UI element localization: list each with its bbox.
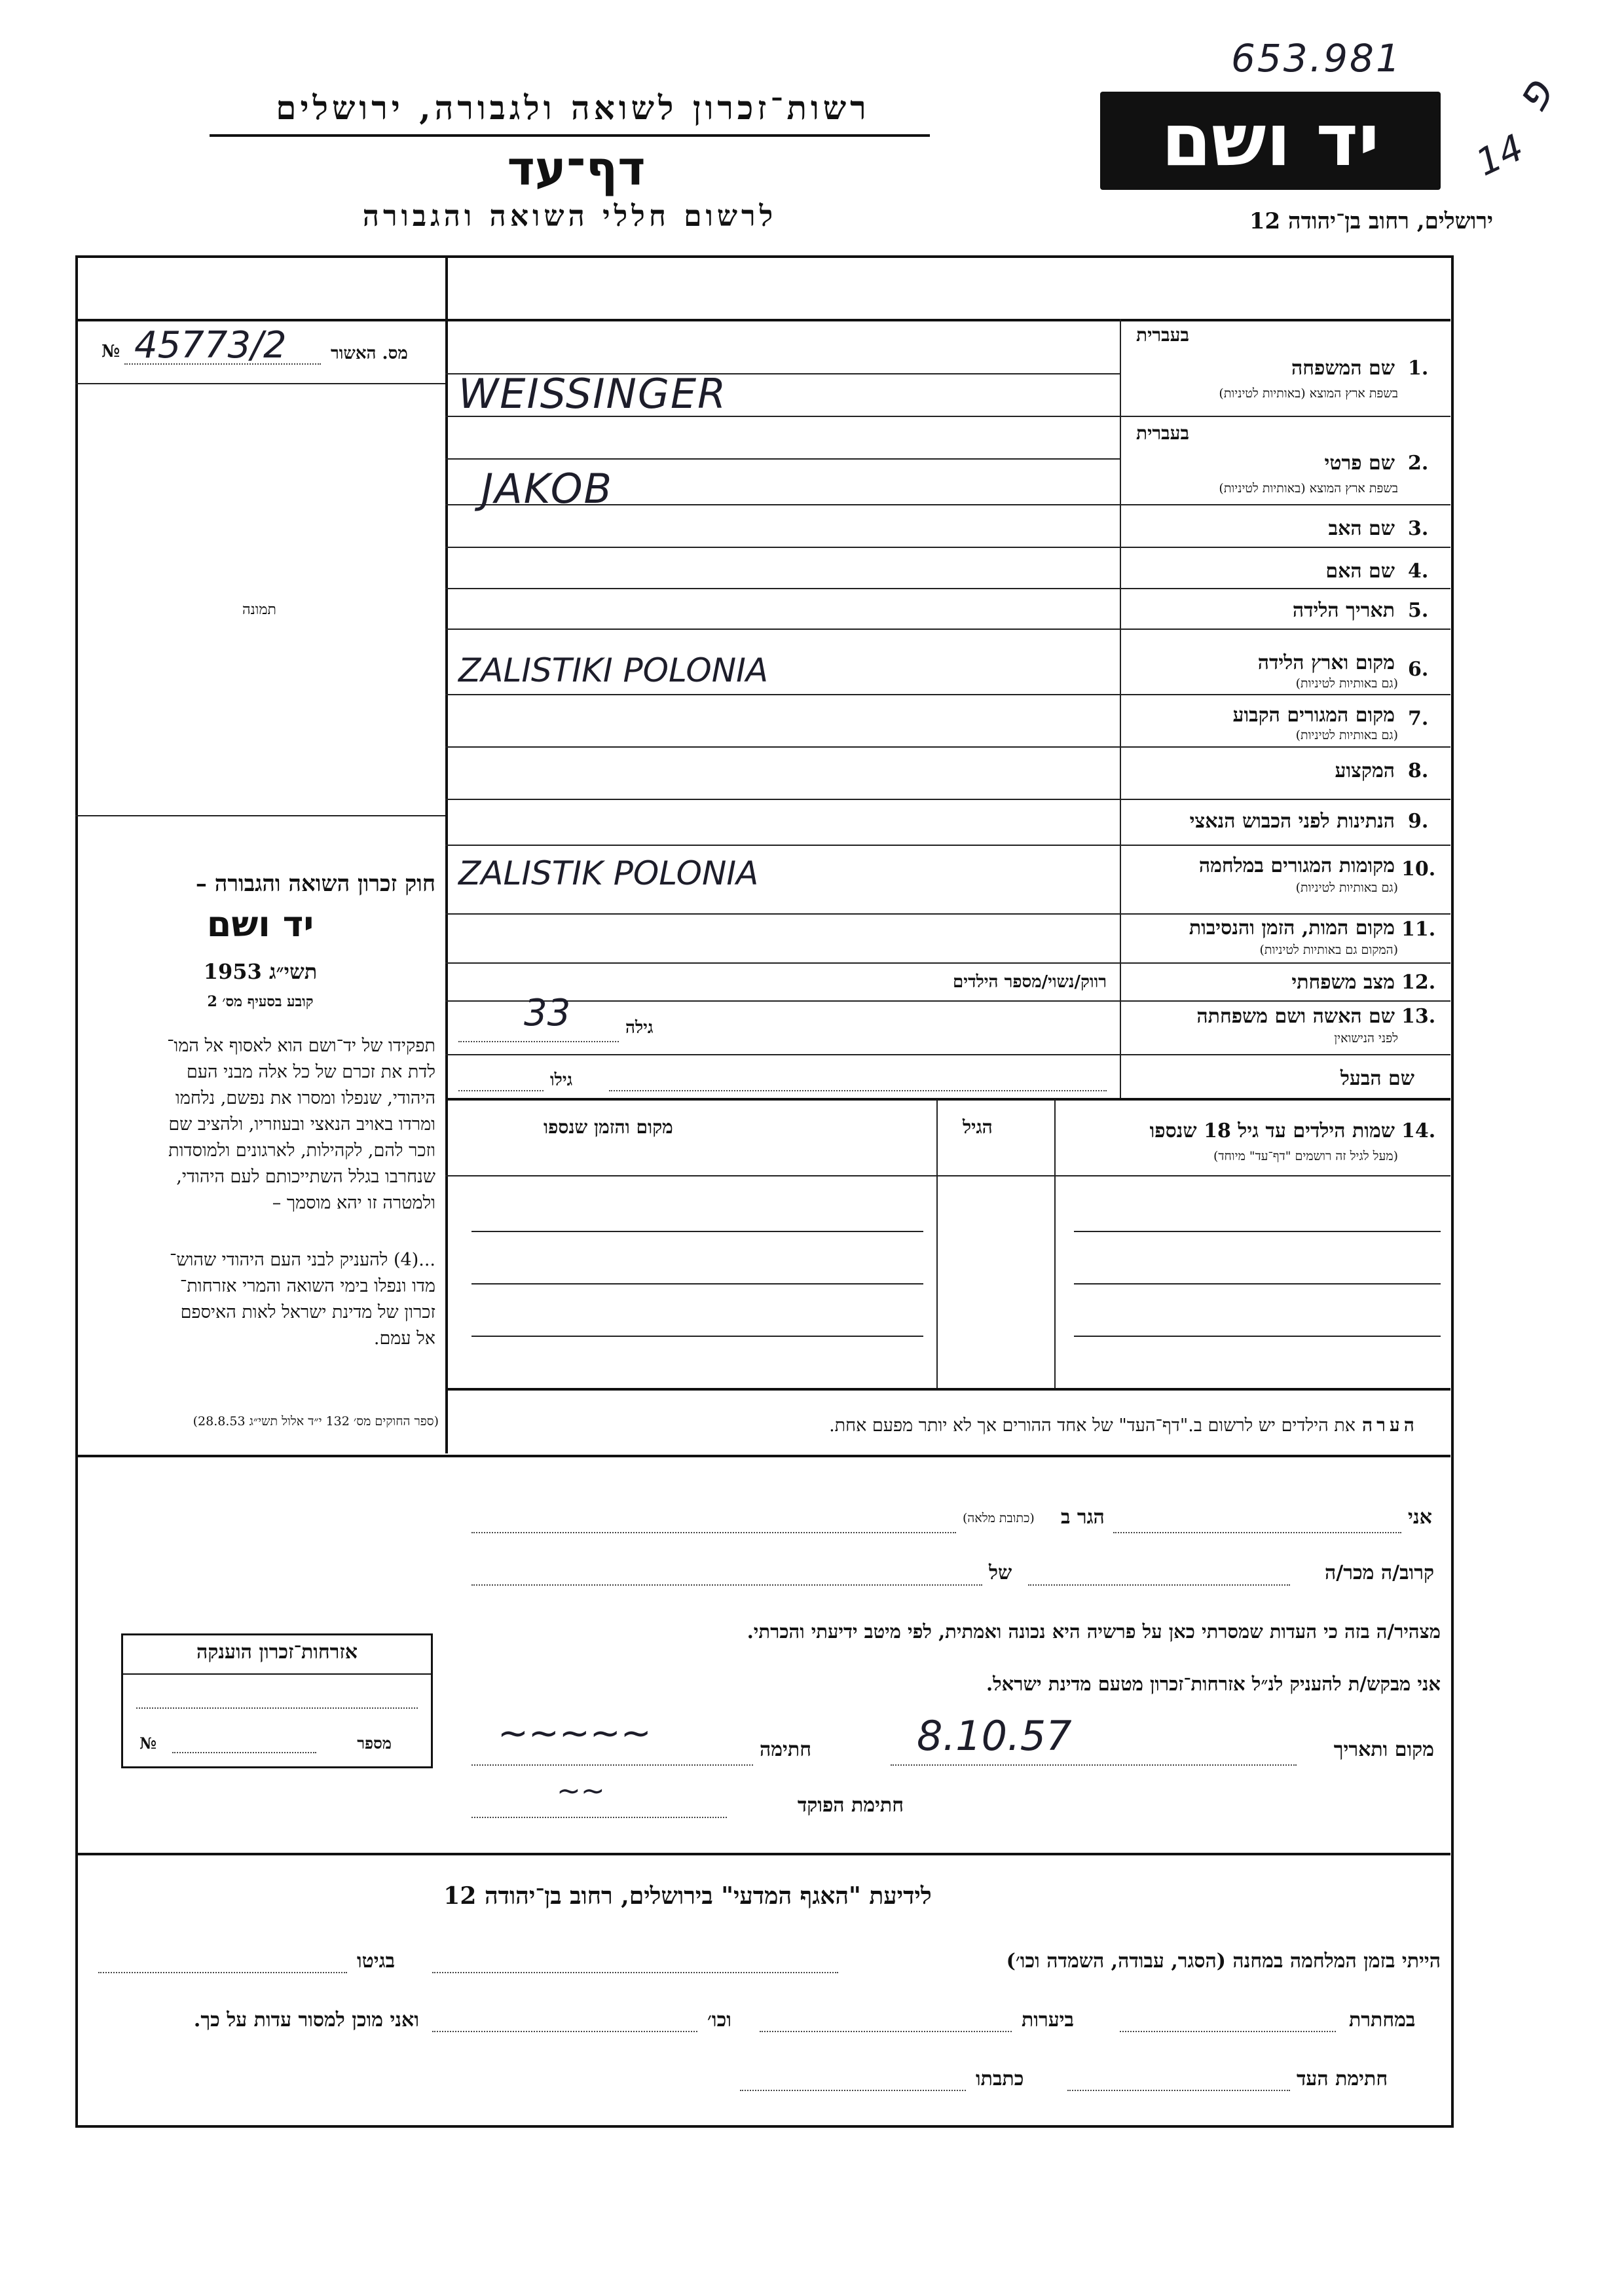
children-row-line <box>1074 1336 1441 1337</box>
husband-name-line <box>609 1090 1107 1091</box>
row-line <box>445 962 1450 964</box>
field-10-residence-latin[interactable]: ZALISTIK POLONIA <box>458 854 759 892</box>
yad-vashem-logo <box>1100 92 1441 190</box>
field-14-sub: (מעל לגיל זה רושמים "דף־עד" מיוחד) <box>1213 1149 1398 1163</box>
law-line: שנחרבו בגלל השתייכותם לעם היהודי, <box>176 1167 435 1187</box>
law-citation: (ספר החוקים מס׳ 132 י״ד אלול תשי״ג 28.8.53) <box>193 1414 439 1429</box>
citizenship-no-mark: № <box>139 1734 157 1753</box>
field-13-label: שם האשה ושם משפחתה <box>1196 1005 1395 1028</box>
children-table-bottom <box>445 1388 1450 1391</box>
resident-label: הגר ב <box>1061 1506 1105 1529</box>
field-8-label: המקצוע <box>1335 759 1395 782</box>
field-10-sub: (גם באותיות לטיניות) <box>1295 881 1398 895</box>
law-line: תפקידו של יד־ושם הוא לאסוף אל המו־ <box>167 1036 435 1056</box>
children-row-line <box>1074 1231 1441 1232</box>
inspector-label: חתימת הפוקד <box>797 1794 904 1817</box>
field-11-sub: (המקום גם באותיות לטיניות) <box>1259 943 1398 957</box>
children-col-divider <box>936 1100 938 1388</box>
field-3-number: 3. <box>1408 517 1429 540</box>
children-header-line <box>445 1175 1450 1176</box>
row-line <box>445 799 1450 800</box>
field-13-sub: לפני הנישואין <box>1334 1031 1398 1046</box>
field-2-firstname-latin[interactable]: JAKOB <box>481 465 614 513</box>
field-14-number: 14. <box>1401 1120 1436 1142</box>
field-14-label: שמות הילדים עד גיל 18 שנספו <box>1149 1120 1395 1142</box>
corner-note: 14 <box>1469 126 1530 185</box>
forests-label: ביערות <box>1022 2009 1075 2032</box>
field-11-number: 11. <box>1401 918 1436 941</box>
husband-label: שם הבעל <box>1340 1067 1414 1090</box>
address-line <box>471 1532 956 1533</box>
intelligence-title: לידיעת "האגף המדעי" בירושלים, רחוב בן־יהודה 12 <box>443 1882 932 1910</box>
camp-line <box>432 1972 838 1973</box>
field-12-number: 12. <box>1401 971 1436 994</box>
i-label: אני <box>1408 1506 1432 1529</box>
children-row-line <box>471 1231 923 1232</box>
field-12-label: מצב משפחתי <box>1291 971 1395 994</box>
file-number: 653.981 <box>1231 36 1402 81</box>
law-line: אל עמם. <box>373 1328 435 1349</box>
law-line: ולמטרה זו יהא מוסמך – <box>272 1193 435 1213</box>
left-column-divider <box>445 255 448 1453</box>
approval-label: מס. האשור <box>331 344 408 363</box>
inspector-line <box>471 1817 727 1818</box>
row-line <box>445 913 1450 915</box>
field-10-number: 10. <box>1401 858 1436 881</box>
etc-line <box>432 2031 697 2032</box>
signature-label: חתימה <box>760 1738 811 1761</box>
signature-line <box>471 1764 753 1766</box>
place-date-value[interactable]: 8.10.57 <box>917 1712 1072 1760</box>
row-line <box>445 746 1450 748</box>
form-subtitle: לרשום חללי השואה והגבורה <box>362 200 777 233</box>
inspector-signature: ~~ <box>557 1774 605 1808</box>
field-6-birthplace-latin[interactable]: ZALISTIKI POLONIA <box>458 651 769 689</box>
citizenship-number-label: מספר <box>357 1734 392 1753</box>
citizenship-box-line <box>136 1707 418 1709</box>
relative-label: קרוב/ה מכר/ה <box>1325 1561 1434 1584</box>
address: ירושלים, רחוב בן־יהודה 12 <box>1249 208 1493 234</box>
field-13-age-line <box>458 1041 619 1042</box>
col-age-header: הגיל <box>963 1116 993 1138</box>
field-1-label: שם המשפחה <box>1291 357 1395 380</box>
approval-no-mark: № <box>101 342 120 361</box>
field-2-label: שם פרטי <box>1324 452 1395 475</box>
form-title: דף־עד <box>507 141 646 196</box>
field-13-age-label: גילה <box>625 1018 654 1038</box>
of-label: של <box>989 1561 1012 1584</box>
photo-box-bottom <box>75 815 445 816</box>
citizenship-box <box>121 1633 433 1768</box>
note-label: הערה <box>1362 1414 1418 1436</box>
field-7-number: 7. <box>1408 707 1429 730</box>
request: אני מבקש/ת להעניק לנ״ל אזרחות־זכרון מטעם מדינת ישראל. <box>986 1673 1441 1695</box>
field-7-label: מקום המגורים הקבוע <box>1232 704 1395 727</box>
forests-line <box>760 2031 1012 2032</box>
approval-dotted-line <box>124 363 321 365</box>
field-9-label: הנתינות לפני הכבוש הנאצי <box>1189 810 1395 833</box>
law-section: קובע בסעיף מס׳ 2 <box>207 993 314 1010</box>
photo-box-top <box>75 383 445 384</box>
field-5-number: 5. <box>1408 599 1429 622</box>
signature: ~~~~~ <box>498 1712 652 1755</box>
field-1-in-hebrew: בעברית <box>1136 324 1190 346</box>
law-line: ...(4) להעניק לבני העם היהודי שהוש־ <box>170 1250 435 1270</box>
law-name: יד ושם <box>206 903 314 945</box>
citizenship-number-line <box>172 1752 316 1753</box>
form-top-strip <box>75 319 1450 321</box>
law-line: ומרדו באויב הנאצי ובעוזריו, ולהציב שם <box>168 1114 435 1135</box>
intelligence-top <box>75 1853 1450 1855</box>
field-5-label: תאריך הלידה <box>1292 599 1395 622</box>
row-line <box>445 694 1450 695</box>
children-col-divider <box>1054 1100 1056 1388</box>
label-column-divider <box>1120 319 1121 1098</box>
field-6-label: מקום וארץ הלידה <box>1257 651 1395 674</box>
ghetto-label: בגיטו <box>357 1950 396 1973</box>
field-4-number: 4. <box>1408 560 1429 583</box>
row-line <box>445 1054 1450 1055</box>
field-4-label: שם האם <box>1325 560 1395 583</box>
approval-number[interactable]: 45773/2 <box>134 324 287 367</box>
field-7-sub: (גם באותיות לטיניות) <box>1295 728 1398 742</box>
children-row-line <box>471 1336 923 1337</box>
field-6-number: 6. <box>1408 658 1429 681</box>
husband-age-line <box>458 1090 544 1091</box>
law-line: היהודי, שנפלו ומסרו את נפשם, נלחמו <box>175 1088 435 1108</box>
corner-mark: פ <box>1503 69 1564 122</box>
citizenship-box-rule <box>123 1673 431 1675</box>
logo-text: יד ושם <box>1161 98 1380 182</box>
field-6-sub: (גם באותיות לטיניות) <box>1295 676 1398 691</box>
field-2-number: 2. <box>1408 452 1429 475</box>
citizenship-box-title: אזרחות־זכרון הוענקה <box>196 1641 358 1664</box>
field-13-number: 13. <box>1401 1005 1436 1028</box>
camp-label: הייתי בזמן המלחמה במחנה (הסגר, עבודה, השמדה וכו׳) <box>1006 1950 1441 1973</box>
relative-line <box>1028 1584 1290 1586</box>
of-line <box>471 1584 982 1586</box>
full-address-label: (כתובת מלאה) <box>963 1511 1035 1525</box>
col-place-header: מקום והזמן שנספו <box>544 1116 673 1138</box>
willing-label: ואני מוכן למסור עדות על כך. <box>193 2009 419 2032</box>
law-line: לדת את זכרם של כל אלה מבני העם <box>186 1062 435 1082</box>
children-row-line <box>1074 1283 1441 1285</box>
field-10-label: מקומות המגורים במלחמה <box>1198 854 1395 877</box>
row-line <box>445 845 1450 846</box>
field-12-children-label: רווק/נשוי/מספר הילדים <box>953 972 1107 992</box>
witness-signature-label: חתימת העד <box>1297 2068 1388 2090</box>
field-1-surname-latin[interactable]: WEISSINGER <box>458 370 728 418</box>
etc-label: וכו׳ <box>707 2009 731 2032</box>
law-line: זכרון של מדינת ישראל לאות האיספם <box>180 1302 435 1322</box>
law-line: מדו ונפלו בימי השואה והמרי אזרחות־ <box>179 1276 435 1296</box>
witness-address-line <box>740 2090 966 2091</box>
place-date-line <box>891 1764 1297 1766</box>
statement: מצהיר/ה בזה כי העדות שמסרתי כאן על פרשיה היא נכונה ואמתית, לפי מיטב ידיעתי והכרתי. <box>747 1620 1441 1643</box>
authority-title: רשות־זכרון לשואה ולגבורה, ירושלים <box>276 88 870 127</box>
field-13-age-value[interactable]: 33 <box>524 992 571 1034</box>
law-year: תשי״ג 1953 <box>203 959 318 984</box>
photo-label: תמונה <box>242 602 276 618</box>
field-3-label: שם האב <box>1328 517 1395 540</box>
field-1-sub: בשפת ארץ המוצא (באותיות לטיניות) <box>1219 386 1398 401</box>
underground-label: במחתרת <box>1349 2009 1416 2032</box>
ghetto-line <box>98 1972 347 1973</box>
law-paragraph-2 <box>82 1247 435 1352</box>
row-line <box>445 588 1450 589</box>
name-line <box>1113 1532 1401 1533</box>
field-2-in-hebrew: בעברית <box>1136 422 1190 444</box>
row-line <box>445 629 1450 630</box>
authority-underline <box>210 134 930 137</box>
field-8-number: 8. <box>1408 759 1429 782</box>
underground-line <box>1120 2031 1336 2032</box>
husband-age-label: גילו <box>550 1070 573 1090</box>
note-text: את הילדים יש לרשום ב."דף־העד" של אחד ההורים אך לא יותר מפעם אחת. <box>829 1415 1356 1436</box>
field-11-label: מקום המות, הזמן והנסיבות <box>1189 917 1395 939</box>
children-row-line <box>471 1283 923 1285</box>
field-9-number: 9. <box>1408 810 1429 833</box>
field-2-sub: בשפת ארץ המוצא (באותיות לטיניות) <box>1219 481 1398 496</box>
row-line-bold <box>445 1098 1450 1101</box>
declaration-top <box>75 1455 1450 1457</box>
row-subline <box>445 458 1120 460</box>
witness-signature-line <box>1067 2090 1290 2091</box>
place-date-label: מקום ותאריך <box>1333 1738 1434 1761</box>
row-line <box>445 1000 1450 1002</box>
law-title: חוק זכרון השואה והגבורה – <box>195 871 435 897</box>
law-line: וזכר להם, לקהילות, לארגונים ולמוסדות <box>168 1140 435 1161</box>
law-paragraph-1 <box>82 1033 435 1216</box>
witness-address-label: כתבתו <box>976 2068 1024 2090</box>
field-1-number: 1. <box>1408 357 1429 380</box>
row-line <box>445 547 1450 548</box>
